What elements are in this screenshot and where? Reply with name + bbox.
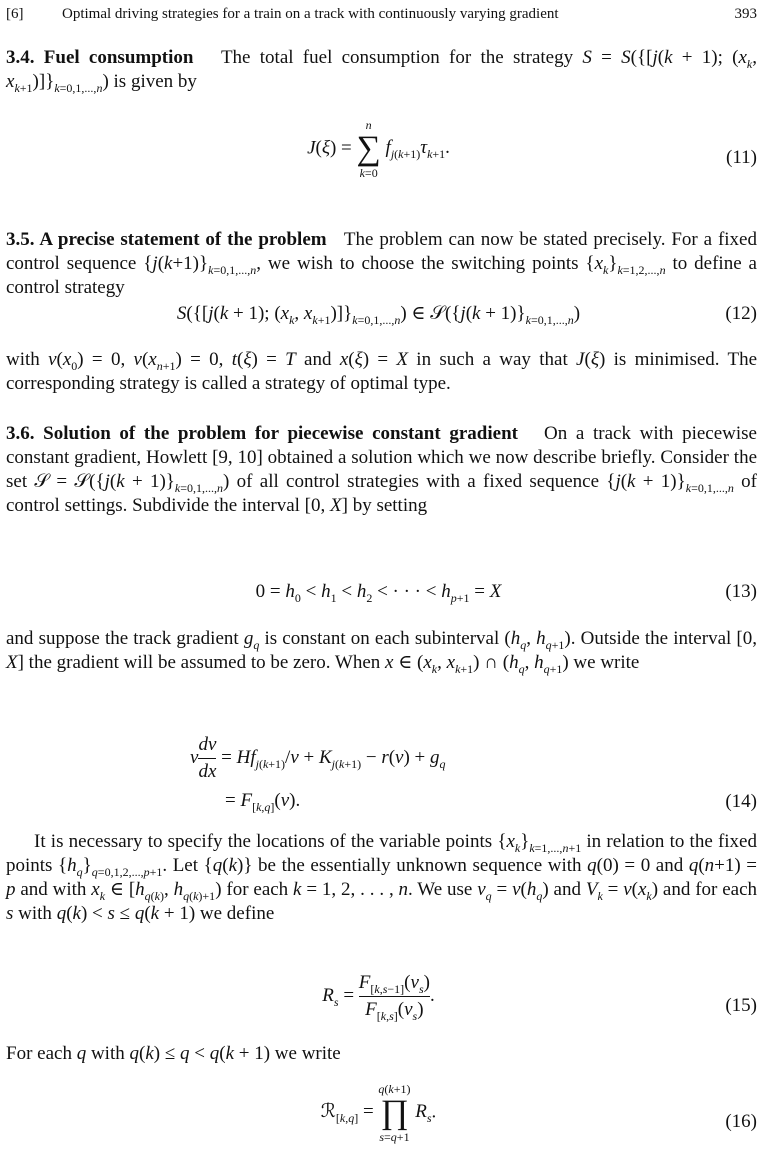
equation-number: (13) xyxy=(725,581,757,602)
running-title: Optimal driving strategies for a train on a track with continuously varying gradient xyxy=(62,6,559,22)
page-number: 393 xyxy=(734,6,757,22)
equation-12: S({[j(k + 1); ($x_k$, $x_{k+1})]\}_{k=0,1,...,n}$) ∈ 𝒮({j(k + $1)\}_{k=0,1,...,n}$) xyxy=(176,303,581,327)
equation-number: (16) xyxy=(725,1111,757,1132)
section-3-5 xyxy=(6,228,757,300)
paragraph: The total fuel consumption for the strategy S = S({[j(k + 1); ($x_k$, $x_{k+1})]\}_{k=0,1,...,n}$) is given by xyxy=(6,47,757,95)
section-heading: 3.6. Solution of the problem for piecewise constant gradient xyxy=(6,423,518,444)
equation-13: $0 = h_0 < h_1 < h_2$ < · · · < $h_{p+1} = X$ xyxy=(255,581,502,605)
equation-11: J(ξ) = n ∑ k=0 $f_{j(k+1)}\tau_{k+1}$. xyxy=(307,118,450,180)
equation-16: ℛ$_{[k,q]}$ = q(k+1) ∏ s=q+1 $R_s$. xyxy=(320,1082,437,1144)
reference-number: [6] xyxy=(6,6,24,22)
equation-number: (15) xyxy=(725,995,757,1016)
section-heading: 3.5. A precise statement of the problem xyxy=(6,229,327,250)
paragraph: It is necessary to specify the locations of the variable points $\{x_k\}_{k=1,...,n+1}$ in relation to the fixed points $\{h_q\}_{q=0,1,2,...,p+1}$. Let {q(k)} be the essentially unknown sequence with q(0) = 0 and q(n+1) = p and with $x_k$ ∈ [$h_{q(k)}$, $h_{q(k)+1}$) for each k = 1, 2, . . . , n. We use $v_q = v(h_q)$ and $V_k = v(x_k)$ and for each s with q(k) < s ≤ q(k + 1) we define xyxy=(6,831,758,924)
equation-number: (14) xyxy=(725,791,757,812)
paragraph: with $v(x_0) = 0$, $v(x_{n+1}) = 0$, t(ξ) = T and x(ξ) = X in such a way that J(ξ) is minimised. The corresponding strategy is called a strategy of optimal type. xyxy=(6,349,758,394)
paragraph: On a track with piecewise constant gradient, Howlett [9, 10] obtained a solution which we now describe briefly. Consider the set 𝒮 = 𝒮({j(k + $1)\}_{k=0,1,...,n}$) of all control strategies with a fixed sequence $\{j(k + 1)\}_{k=0,1,...,n}$ of control settings. Subdivide the interval [0, X] by setting xyxy=(6,423,757,516)
equation-14: v $\frac{dv}{dx}$ = $Hf_{j(k+1)}/v + K_{j(k+1)} - r(v) + g_q$ = $F_{[k,q]}(v)$. xyxy=(190,734,446,814)
paragraph: The problem can now be stated precisely. For a fixed control sequence $\{j(k+1)\}_{k=0,1,...,n}$, we wish to choose the switching points $\{x_k\}_{k=1,2,...,n}$ to define a control strategy xyxy=(6,229,757,298)
paragraph: and suppose the track gradient $g_q$ is constant on each subinterval ($h_q$, $h_{q+1}$). Outside the interval [0, X] the gradient will be assumed to be zero. When x ∈ ($x_k$, $x_{k+1}$) ∩ ($h_q$, $h_{q+1}$) we write xyxy=(6,628,758,676)
section-3-4 xyxy=(6,46,757,94)
equation-number: (12) xyxy=(725,303,757,324)
equation-15: $R_s$ = $\frac{F_{[k,s-1]}(v_s)}{F_{[k,s]}(v_s)}$ . xyxy=(322,972,435,1023)
section-3-6 xyxy=(6,422,757,518)
running-header xyxy=(6,2,757,26)
paragraph: For each q with q(k) ≤ q < q(k + 1) we write xyxy=(6,1043,341,1064)
section-heading: 3.4. Fuel consumption xyxy=(6,47,194,68)
equation-number: (11) xyxy=(726,147,757,168)
